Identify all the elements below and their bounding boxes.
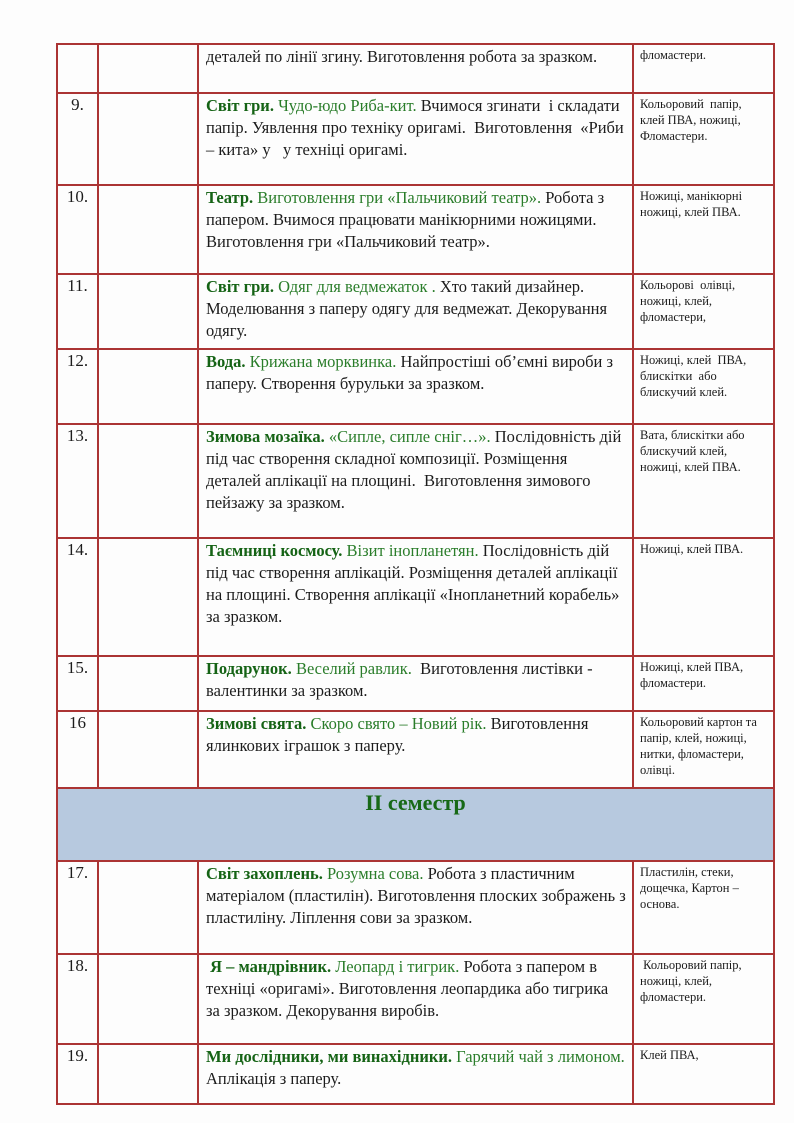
table-row: [57, 711, 774, 788]
date-cell: [98, 93, 198, 185]
lesson-cell: [198, 44, 633, 93]
date-cell: [98, 954, 198, 1044]
lesson-cell: [198, 954, 633, 1044]
lesson-subtitle: Розумна сова.: [326, 864, 428, 883]
lesson-subtitle: Крижана морквинка.: [249, 352, 401, 371]
date-cell: [98, 349, 198, 424]
lesson-cell: [198, 349, 633, 424]
materials-cell: Вата, блискітки або блискучий клей, ножиці, клей ПВА.: [633, 424, 774, 538]
row-number-cell: 14.: [57, 538, 98, 656]
table-row: [57, 656, 774, 711]
materials-cell: фломастери.: [633, 44, 774, 93]
table-row: [57, 424, 774, 538]
row-number-cell: 10.: [57, 185, 98, 274]
row-number-cell: 13.: [57, 424, 98, 538]
lesson-cell: [198, 1044, 633, 1104]
lesson-cell: [198, 424, 633, 538]
lesson-topic: Вода.: [206, 352, 250, 371]
lesson-description: Послідовність дій під час створення аплікацій. Розміщення деталей аплікації на площині. Створення аплікації «Інопланетний корабель» за зразком.: [206, 541, 624, 626]
lesson-description: Аплікація з паперу.: [206, 1069, 342, 1088]
lesson-subtitle: Гарячий чай з лимоном.: [456, 1047, 629, 1066]
lesson-cell: [198, 656, 633, 711]
materials-cell: Кольоровий папір, клей ПВА, ножиці, Фломастери.: [633, 93, 774, 185]
lesson-cell: [198, 274, 633, 349]
lesson-topic: Я – мандрівник.: [206, 957, 336, 976]
materials-cell: Кольорові олівці, ножиці, клей, фломастери,: [633, 274, 774, 349]
row-number-cell: 19.: [57, 1044, 98, 1104]
row-number-cell: 16: [57, 711, 98, 788]
row-number-cell: 18.: [57, 954, 98, 1044]
table-row: [57, 349, 774, 424]
lesson-description: Хто такий дизайнер. Моделювання з паперу одягу для ведмежат. Декорування одягу.: [206, 277, 612, 340]
materials-cell: Ножиці, клей ПВА, блискітки або блискучий клей.: [633, 349, 774, 424]
lesson-topic: Світ захоплень.: [206, 864, 327, 883]
row-number-cell: 17.: [57, 861, 98, 954]
table-row: [57, 954, 774, 1044]
row-number-cell: 11.: [57, 274, 98, 349]
lesson-cell: [198, 538, 633, 656]
date-cell: [98, 656, 198, 711]
lesson-description: деталей по лінії згину. Виготовлення робота за зразком.: [206, 47, 598, 66]
row-number-cell: 12.: [57, 349, 98, 424]
curriculum-table: [56, 43, 775, 1105]
date-cell: [98, 274, 198, 349]
lesson-topic: Зимові свята.: [206, 714, 311, 733]
lesson-topic: Таємниці космосу.: [206, 541, 347, 560]
lesson-subtitle: «Сипле, сипле сніг…».: [328, 427, 495, 446]
row-number-cell: 15.: [57, 656, 98, 711]
lesson-subtitle: Одяг для ведмежаток .: [278, 277, 440, 296]
lesson-subtitle: Чудо-юдо Риба-кит.: [278, 96, 421, 115]
lesson-cell: [198, 185, 633, 274]
table-row: [57, 44, 774, 93]
lesson-description: Робота з папером. Вчимося працювати манікюрними ножицями. Виготовлення гри «Пальчиковий театр».: [206, 188, 609, 251]
lesson-subtitle: Скоро свято – Новий рік.: [310, 714, 491, 733]
table-row: [57, 1044, 774, 1104]
lesson-description: Робота з папером в техніці «оригамі». Виготовлення леопардика або тигрика за зразком. Декорування виробів.: [206, 957, 617, 1020]
lesson-subtitle: Візит інопланетян.: [346, 541, 483, 560]
lesson-description: Найпростіші об’ємні вироби з паперу. Створення бурульки за зразком.: [206, 352, 618, 393]
date-cell: [98, 711, 198, 788]
lesson-cell: [198, 861, 633, 954]
table-row: [57, 93, 774, 185]
lesson-cell: [198, 93, 633, 185]
lesson-description: Виготовлення ялинкових іграшок з паперу.: [206, 714, 593, 755]
date-cell: [98, 424, 198, 538]
table-row: [57, 274, 774, 349]
lesson-subtitle: Леопард і тигрик.: [335, 957, 464, 976]
materials-cell: Клей ПВА,: [633, 1044, 774, 1104]
row-number-cell: 9.: [57, 93, 98, 185]
semester-banner: ІІ семестр: [57, 788, 774, 861]
lesson-topic: Світ гри.: [206, 96, 279, 115]
table-row: [57, 185, 774, 274]
lesson-description: Послідовність дій під час створення складної композиції. Розміщення деталей аплікації на площині. Виготовлення зимового пейзажу за зразком.: [206, 427, 626, 512]
materials-cell: Ножиці, манікюрні ножиці, клей ПВА.: [633, 185, 774, 274]
date-cell: [98, 185, 198, 274]
materials-cell: Кольоровий папір, ножиці, клей, фломастери.: [633, 954, 774, 1044]
lesson-cell: [198, 711, 633, 788]
semester-banner-row: [57, 788, 774, 861]
materials-cell: Ножиці, клей ПВА, фломастери.: [633, 656, 774, 711]
lesson-topic: Подарунок.: [206, 659, 296, 678]
date-cell: [98, 44, 198, 93]
materials-cell: Ножиці, клей ПВА.: [633, 538, 774, 656]
lesson-description: Робота з пластичним матеріалом (пластилін). Виготовлення плоских зображень з пластиліну. Ліплення сови за зразком.: [206, 864, 630, 927]
lesson-topic: Театр.: [206, 188, 258, 207]
lesson-topic: Ми дослідники, ми винахідники.: [206, 1047, 457, 1066]
lesson-topic: Зимова мозаїка.: [206, 427, 329, 446]
lesson-description: Вчимося згинати і складати папір. Уявлення про техніку оригамі. Виготовлення «Риби – кита» у у техніці оригамі.: [206, 96, 628, 159]
date-cell: [98, 861, 198, 954]
lesson-description: Виготовлення листівки - валентинки за зразком.: [206, 659, 597, 700]
materials-cell: Пластилін, стеки, дощечка, Картон – основа.: [633, 861, 774, 954]
lesson-topic: Світ гри.: [206, 277, 279, 296]
date-cell: [98, 538, 198, 656]
lesson-subtitle: Веселий равлик.: [295, 659, 421, 678]
row-number-cell: [57, 44, 98, 93]
table-row: [57, 538, 774, 656]
lesson-subtitle: Виготовлення гри «Пальчиковий театр».: [257, 188, 546, 207]
materials-cell: Кольоровий картон та папір, клей, ножиці, нитки, фломастери, олівці.: [633, 711, 774, 788]
date-cell: [98, 1044, 198, 1104]
table-row: [57, 861, 774, 954]
